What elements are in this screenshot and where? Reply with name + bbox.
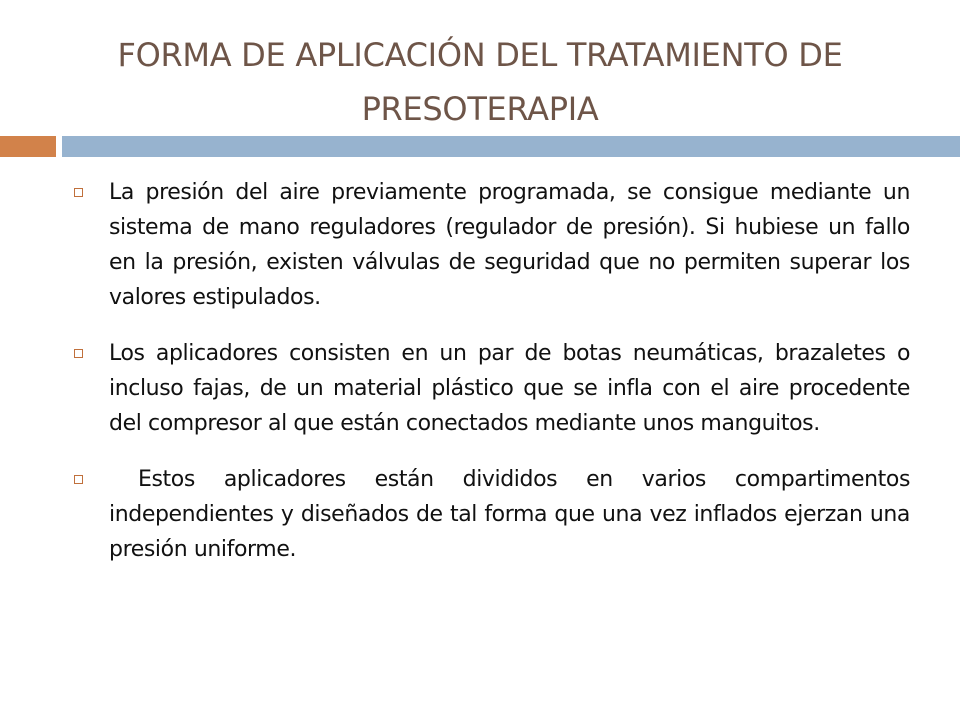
bullet-item-applicators bbox=[72, 336, 910, 441]
square-bullet-icon bbox=[74, 349, 83, 358]
square-bullet-icon bbox=[74, 188, 83, 197]
bullet-list bbox=[72, 175, 917, 588]
bullet-item-compartments bbox=[72, 462, 917, 567]
bullet-item-pressure bbox=[72, 175, 910, 315]
accent-bar-orange bbox=[0, 136, 56, 157]
accent-bar-blue bbox=[62, 136, 960, 157]
slide-title: FORMA DE APLICACIÓN DEL TRATAMIENTO DE PRESOTERAPIA bbox=[117, 36, 843, 128]
bullet-text: Estos aplicadores están divididos en varios compartimentos independientes y diseñados de tal forma que una vez inflados ejerzan una presión uniforme. bbox=[109, 467, 917, 562]
square-bullet-icon bbox=[74, 475, 83, 484]
bullet-text: La presión del aire previamente programada, se consigue mediante un sistema de mano reguladores (regulador de presión). Si hubiese un fallo en la presión, existen válvulas de seguridad que no permiten superar los valores estipulados. bbox=[109, 180, 910, 310]
bullet-text: Los aplicadores consisten en un par de botas neumáticas, brazaletes o incluso fajas, de un material plástico que se infla con el aire procedente del compresor al que están conectados mediante unos manguitos. bbox=[109, 341, 910, 436]
